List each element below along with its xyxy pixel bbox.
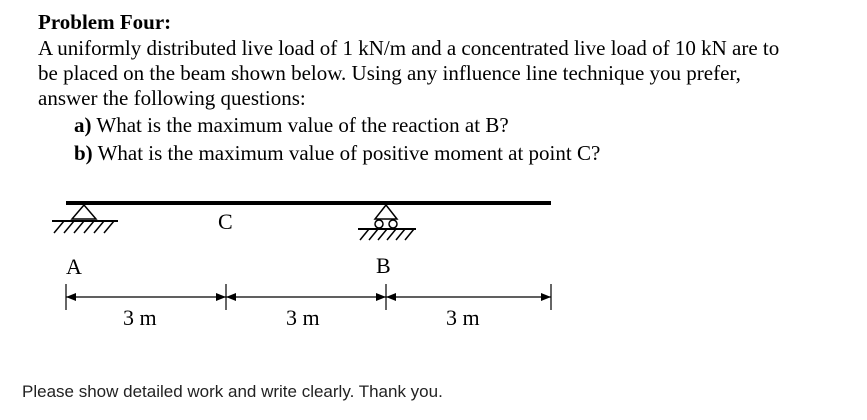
span-label-2: 3 m (286, 305, 320, 330)
roller-support-b (358, 205, 416, 240)
statement-line: answer the following questions: (38, 86, 306, 110)
pin-support-a (52, 205, 118, 233)
span-label-3: 3 m (446, 305, 480, 330)
question-a-label: a) (74, 113, 92, 137)
footer-note: Please show detailed work and write clearly. Thank you. (22, 382, 443, 401)
span-label-1: 3 m (123, 305, 157, 330)
question-a-text: What is the maximum value of the reaction at B? (96, 113, 509, 137)
statement-line: be placed on the beam shown below. Using any influence line technique you prefer, (38, 61, 741, 85)
label-b: B (376, 253, 391, 278)
problem-title: Problem Four: (38, 10, 172, 34)
question-b-text: What is the maximum value of positive moment at point C? (97, 141, 601, 165)
label-a: A (66, 254, 82, 279)
statement-line: A uniformly distributed live load of 1 kN/m and a concentrated live load of 10 kN are to (38, 36, 780, 60)
label-c: C (218, 209, 233, 234)
question-b-label: b) (74, 141, 93, 165)
